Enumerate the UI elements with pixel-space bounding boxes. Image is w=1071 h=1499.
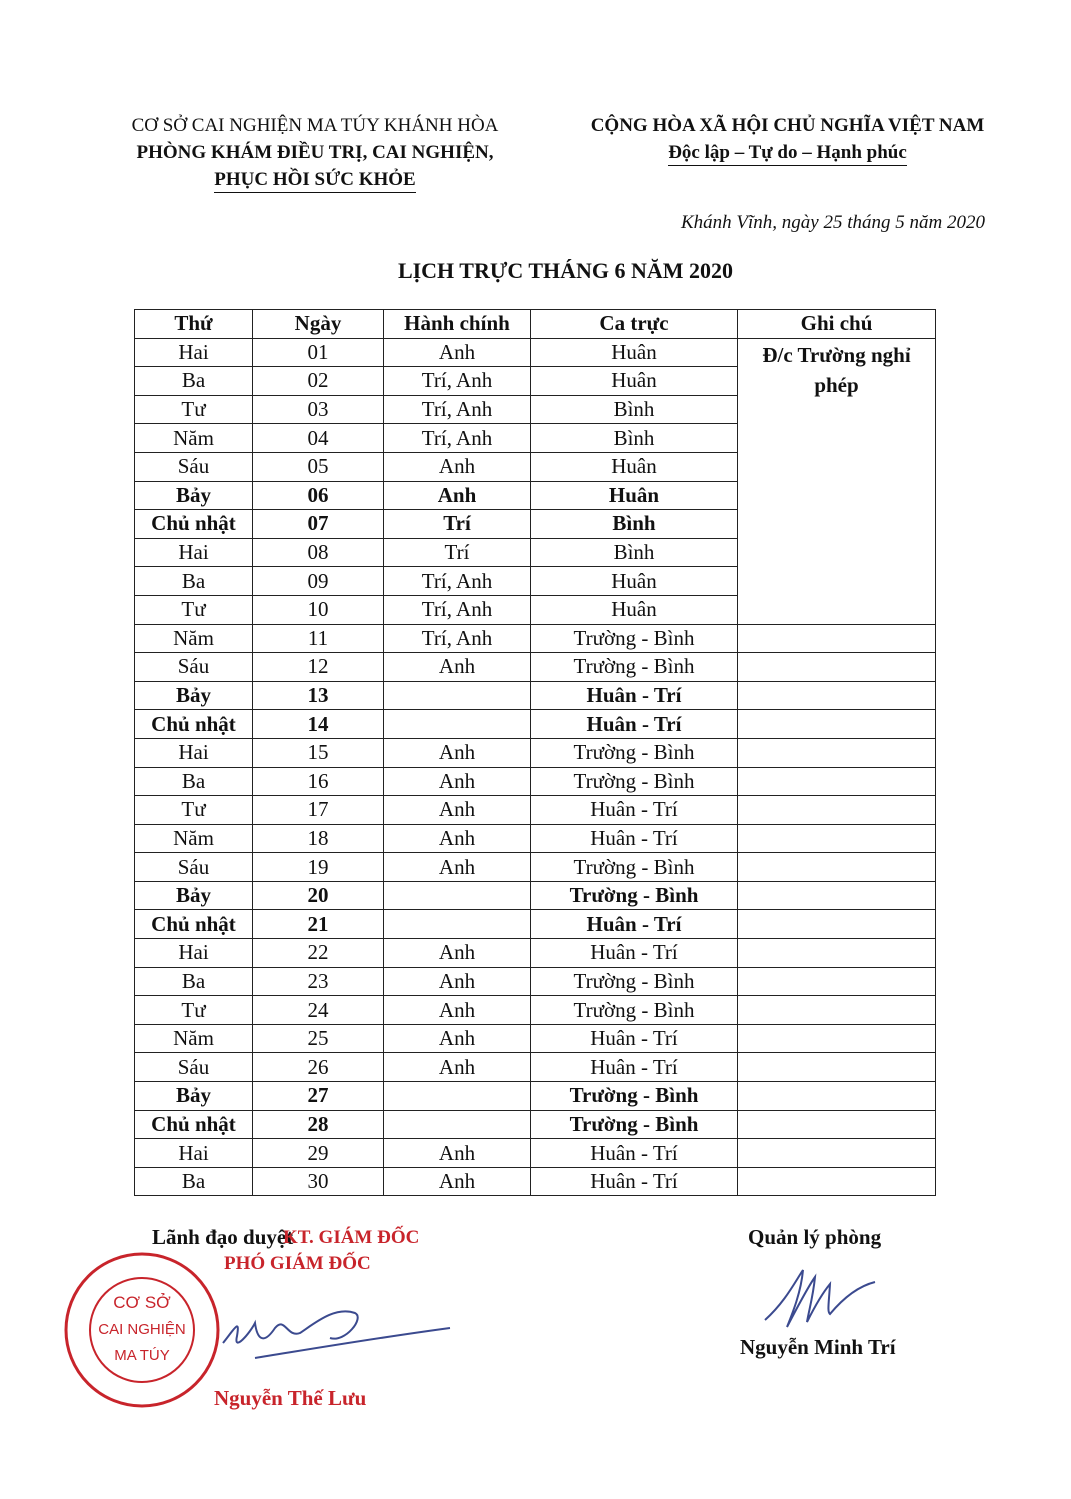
cell-ngay: 23: [253, 967, 384, 996]
cell-ghi-chu: [738, 767, 936, 796]
cell-ghi-chu: [738, 1053, 936, 1082]
right-signature: [755, 1262, 905, 1337]
cell-hanh-chinh: Trí, Anh: [384, 595, 531, 624]
cell-ca-truc: Huân - Trí: [531, 1024, 738, 1053]
header-ngay: Ngày: [253, 310, 384, 339]
cell-thu: Sáu: [135, 653, 253, 682]
national-header: [560, 112, 1015, 166]
cell-ngay: 09: [253, 567, 384, 596]
cell-ghi-chu: [738, 853, 936, 882]
cell-ghi-chu: [738, 824, 936, 853]
cell-hanh-chinh: [384, 1082, 531, 1111]
cell-ca-truc: Bình: [531, 510, 738, 539]
cell-ngay: 28: [253, 1110, 384, 1139]
cell-thu: Năm: [135, 1024, 253, 1053]
cell-ngay: 08: [253, 538, 384, 567]
cell-ca-truc: Huân: [531, 338, 738, 367]
cell-hanh-chinh: [384, 710, 531, 739]
cell-ngay: 29: [253, 1139, 384, 1168]
cell-hanh-chinh: Anh: [384, 939, 531, 968]
table-row: [135, 681, 936, 710]
table-row: [135, 1024, 936, 1053]
table-row: [135, 653, 936, 682]
schedule-body: [135, 338, 936, 1196]
table-row: [135, 338, 936, 367]
cell-thu: Hai: [135, 939, 253, 968]
place-date: Khánh Vĩnh, ngày 25 tháng 5 năm 2020: [681, 212, 985, 233]
org-name-line1: CƠ SỞ CAI NGHIỆN MA TÚY KHÁNH HÒA: [131, 115, 499, 136]
cell-thu: Bảy: [135, 1082, 253, 1111]
cell-hanh-chinh: Anh: [384, 767, 531, 796]
cell-ghi-chu-note: Đ/c Trường nghỉ phép: [738, 338, 936, 624]
cell-hanh-chinh: [384, 910, 531, 939]
cell-hanh-chinh: Anh: [384, 996, 531, 1025]
cell-ngay: 11: [253, 624, 384, 653]
cell-ngay: 27: [253, 1082, 384, 1111]
cell-ca-truc: Huân - Trí: [531, 939, 738, 968]
cell-ngay: 03: [253, 395, 384, 424]
table-row: [135, 996, 936, 1025]
cell-thu: Năm: [135, 824, 253, 853]
cell-thu: Tư: [135, 395, 253, 424]
cell-thu: Sáu: [135, 1053, 253, 1082]
seal-text-2: CAI NGHIỆN: [98, 1321, 186, 1338]
table-row: [135, 710, 936, 739]
cell-ca-truc: Huân: [531, 595, 738, 624]
cell-ca-truc: Huân: [531, 367, 738, 396]
cell-ngay: 02: [253, 367, 384, 396]
cell-thu: Hai: [135, 538, 253, 567]
cell-ca-truc: Trường - Bình: [531, 624, 738, 653]
cell-hanh-chinh: [384, 681, 531, 710]
table-row: [135, 824, 936, 853]
cell-ngay: 13: [253, 681, 384, 710]
cell-hanh-chinh: Anh: [384, 452, 531, 481]
table-row: [135, 624, 936, 653]
cell-thu: Sáu: [135, 452, 253, 481]
nation-title: CỘNG HÒA XÃ HỘI CHỦ NGHĨA VIỆT NAM: [590, 115, 985, 136]
table-row: [135, 796, 936, 825]
stamp-line2: PHÓ GIÁM ĐỐC: [224, 1253, 371, 1274]
cell-hanh-chinh: Anh: [384, 481, 531, 510]
cell-thu: Chủ nhật: [135, 510, 253, 539]
table-row: [135, 1110, 936, 1139]
cell-hanh-chinh: Trí, Anh: [384, 395, 531, 424]
cell-thu: Bảy: [135, 481, 253, 510]
table-row: [135, 967, 936, 996]
right-signer-name: Nguyễn Minh Trí: [740, 1335, 896, 1359]
cell-thu: Ba: [135, 767, 253, 796]
seal-text-3: MA TÚY: [114, 1347, 170, 1364]
table-row: [135, 1167, 936, 1196]
cell-ca-truc: Trường - Bình: [531, 881, 738, 910]
cell-ngay: 12: [253, 653, 384, 682]
header-ca-truc: Ca trực: [531, 310, 738, 339]
cell-ca-truc: Huân - Trí: [531, 681, 738, 710]
nation-motto: Độc lập – Tự do – Hạnh phúc: [668, 141, 907, 166]
cell-ghi-chu: [738, 653, 936, 682]
cell-thu: Tư: [135, 796, 253, 825]
cell-ghi-chu: [738, 881, 936, 910]
cell-ghi-chu: [738, 710, 936, 739]
table-row: [135, 738, 936, 767]
cell-thu: Bảy: [135, 681, 253, 710]
seal-text-1: CƠ SỞ: [113, 1293, 171, 1312]
cell-thu: Hai: [135, 338, 253, 367]
stamp-line1: KT. GIÁM ĐỐC: [283, 1227, 420, 1248]
cell-hanh-chinh: [384, 1110, 531, 1139]
cell-thu: Chủ nhật: [135, 710, 253, 739]
cell-ghi-chu: [738, 1082, 936, 1111]
cell-ngay: 05: [253, 452, 384, 481]
cell-ca-truc: Trường - Bình: [531, 967, 738, 996]
cell-ngay: 26: [253, 1053, 384, 1082]
cell-hanh-chinh: Anh: [384, 1053, 531, 1082]
cell-ngay: 06: [253, 481, 384, 510]
cell-hanh-chinh: Anh: [384, 338, 531, 367]
cell-ghi-chu: [738, 1024, 936, 1053]
cell-thu: Chủ nhật: [135, 1110, 253, 1139]
cell-thu: Tư: [135, 996, 253, 1025]
cell-ghi-chu: [738, 1167, 936, 1196]
cell-ngay: 25: [253, 1024, 384, 1053]
cell-ngay: 01: [253, 338, 384, 367]
organization-header: [70, 112, 560, 193]
cell-thu: Ba: [135, 367, 253, 396]
cell-ca-truc: Huân - Trí: [531, 710, 738, 739]
org-name-line2: PHÒNG KHÁM ĐIỀU TRỊ, CAI NGHIỆN,: [136, 142, 494, 163]
schedule-table: [134, 309, 936, 1196]
cell-hanh-chinh: Trí: [384, 510, 531, 539]
cell-hanh-chinh: Anh: [384, 1167, 531, 1196]
left-signer-name: Nguyễn Thế Lưu: [214, 1386, 367, 1410]
cell-thu: Năm: [135, 424, 253, 453]
cell-ca-truc: Bình: [531, 538, 738, 567]
cell-thu: Tư: [135, 595, 253, 624]
cell-ghi-chu: [738, 738, 936, 767]
cell-ngay: 30: [253, 1167, 384, 1196]
cell-ngay: 24: [253, 996, 384, 1025]
cell-ca-truc: Huân: [531, 452, 738, 481]
cell-ghi-chu: [738, 1110, 936, 1139]
table-row: [135, 767, 936, 796]
cell-thu: Chủ nhật: [135, 910, 253, 939]
cell-ca-truc: Huân: [531, 481, 738, 510]
cell-ngay: 18: [253, 824, 384, 853]
cell-ca-truc: Trường - Bình: [531, 853, 738, 882]
cell-hanh-chinh: Anh: [384, 738, 531, 767]
table-row: [135, 881, 936, 910]
cell-ghi-chu: [738, 939, 936, 968]
table-row: [135, 853, 936, 882]
cell-ca-truc: Bình: [531, 424, 738, 453]
cell-ca-truc: Huân: [531, 567, 738, 596]
cell-ngay: 10: [253, 595, 384, 624]
cell-ngay: 15: [253, 738, 384, 767]
table-row: [135, 1139, 936, 1168]
cell-ca-truc: Trường - Bình: [531, 1082, 738, 1111]
cell-ca-truc: Bình: [531, 395, 738, 424]
cell-ghi-chu: [738, 996, 936, 1025]
cell-hanh-chinh: Anh: [384, 1139, 531, 1168]
cell-thu: Hai: [135, 1139, 253, 1168]
cell-ca-truc: Trường - Bình: [531, 996, 738, 1025]
cell-hanh-chinh: Trí, Anh: [384, 567, 531, 596]
manager-title: Quản lý phòng: [748, 1225, 882, 1249]
cell-ngay: 17: [253, 796, 384, 825]
cell-ngay: 21: [253, 910, 384, 939]
cell-ca-truc: Huân - Trí: [531, 1139, 738, 1168]
cell-thu: Sáu: [135, 853, 253, 882]
cell-ghi-chu: [738, 967, 936, 996]
cell-hanh-chinh: Trí: [384, 538, 531, 567]
cell-ghi-chu: [738, 1139, 936, 1168]
cell-hanh-chinh: Anh: [384, 967, 531, 996]
cell-hanh-chinh: Trí, Anh: [384, 367, 531, 396]
cell-ca-truc: Huân - Trí: [531, 1053, 738, 1082]
table-row: [135, 1053, 936, 1082]
cell-ngay: 04: [253, 424, 384, 453]
cell-ca-truc: Huân - Trí: [531, 910, 738, 939]
cell-hanh-chinh: Anh: [384, 853, 531, 882]
table-row: [135, 939, 936, 968]
left-signature: [215, 1288, 455, 1388]
cell-thu: Ba: [135, 967, 253, 996]
table-row: [135, 1082, 936, 1111]
cell-ca-truc: Trường - Bình: [531, 738, 738, 767]
org-name-line3: PHỤC HỒI SỨC KHỎE: [214, 168, 415, 193]
table-header-row: [135, 310, 936, 339]
cell-hanh-chinh: Anh: [384, 824, 531, 853]
cell-ghi-chu: [738, 796, 936, 825]
cell-ca-truc: Huân - Trí: [531, 824, 738, 853]
cell-thu: Năm: [135, 624, 253, 653]
cell-ngay: 19: [253, 853, 384, 882]
document-title: LỊCH TRỰC THÁNG 6 NĂM 2020: [397, 258, 734, 283]
cell-thu: Ba: [135, 1167, 253, 1196]
header-ghi-chu: Ghi chú: [738, 310, 936, 339]
cell-hanh-chinh: Anh: [384, 1024, 531, 1053]
cell-hanh-chinh: [384, 881, 531, 910]
cell-ngay: 14: [253, 710, 384, 739]
cell-ca-truc: Trường - Bình: [531, 653, 738, 682]
header-hanh-chinh: Hành chính: [384, 310, 531, 339]
cell-thu: Hai: [135, 738, 253, 767]
cell-ngay: 07: [253, 510, 384, 539]
cell-ca-truc: Trường - Bình: [531, 767, 738, 796]
cell-hanh-chinh: Anh: [384, 796, 531, 825]
cell-ngay: 22: [253, 939, 384, 968]
cell-ca-truc: Huân - Trí: [531, 1167, 738, 1196]
official-seal: [62, 1250, 222, 1410]
cell-ghi-chu: [738, 624, 936, 653]
header-thu: Thứ: [135, 310, 253, 339]
cell-ngay: 20: [253, 881, 384, 910]
cell-hanh-chinh: Anh: [384, 653, 531, 682]
cell-hanh-chinh: Trí, Anh: [384, 624, 531, 653]
cell-ngay: 16: [253, 767, 384, 796]
cell-ca-truc: Trường - Bình: [531, 1110, 738, 1139]
table-row: [135, 910, 936, 939]
cell-hanh-chinh: Trí, Anh: [384, 424, 531, 453]
cell-ca-truc: Huân - Trí: [531, 796, 738, 825]
cell-thu: Ba: [135, 567, 253, 596]
approval-title: Lãnh đạo duyệt: [152, 1225, 294, 1249]
cell-ghi-chu: [738, 681, 936, 710]
cell-thu: Bảy: [135, 881, 253, 910]
cell-ghi-chu: [738, 910, 936, 939]
